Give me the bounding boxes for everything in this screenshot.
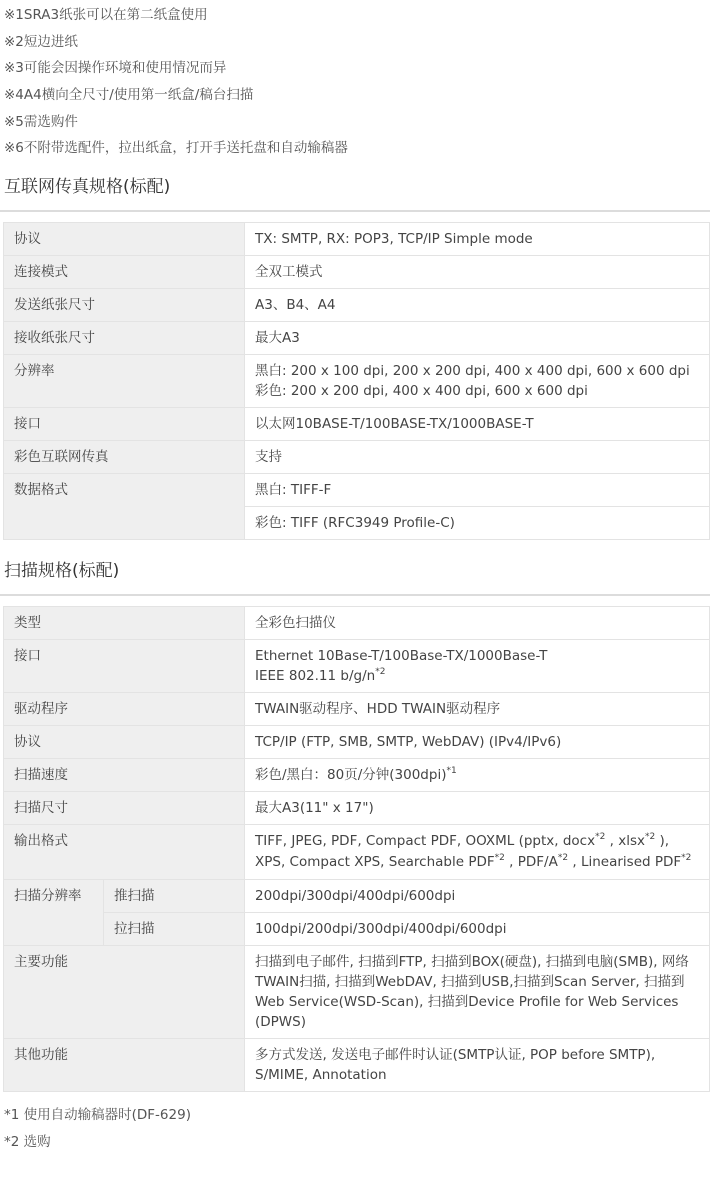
- fax-section-title: 互联网传真规格(标配): [0, 170, 710, 212]
- note-item: ※5需选购件: [4, 113, 78, 130]
- footnote-item: *2 选购: [4, 1134, 51, 1151]
- notes-list: [0, 0, 710, 162]
- table-row: [4, 322, 710, 355]
- row-label: 接收纸张尺寸: [4, 322, 245, 355]
- scan-spec-table: [3, 606, 710, 1092]
- row-value: 最大A3: [245, 322, 710, 355]
- row-value: 扫描到电子邮件, 扫描到FTP, 扫描到BOX(硬盘), 扫描到电脑(SMB), 网络TWAIN扫描, 扫描到WebDAV, 扫描到USB,扫描到Scan Server, 扫描到Web Service(WSD-Scan), 扫描到Device Profile for Web Services (DPWS): [245, 946, 710, 1039]
- footnote-mark: *2: [644, 832, 656, 843]
- fax-spec-table: [3, 222, 710, 540]
- row-value: [245, 640, 710, 693]
- row-label: 驱动程序: [4, 693, 245, 726]
- table-row: [4, 759, 710, 792]
- footnote-mark: *2: [595, 832, 606, 843]
- row-label: 扫描尺寸: [4, 792, 245, 825]
- value-line: [255, 666, 699, 686]
- row-label: 扫描分辨率: [4, 880, 104, 946]
- footnote-mark: *2: [494, 853, 505, 864]
- value-line: 黑白: 200 x 100 dpi, 200 x 200 dpi, 400 x 400 dpi, 600 x 600 dpi: [255, 363, 690, 380]
- row-label: 连接模式: [4, 256, 245, 289]
- table-row: [4, 792, 710, 825]
- row-value: A3、B4、A4: [245, 289, 710, 322]
- row-label: 协议: [4, 726, 245, 759]
- table-row: [4, 289, 710, 322]
- table-row: [4, 640, 710, 693]
- row-value: 全双工模式: [245, 256, 710, 289]
- row-value: 最大A3(11" x 17"): [245, 792, 710, 825]
- value-line: Ethernet 10Base-T/100Base-TX/1000Base-T: [255, 648, 548, 665]
- row-label: 分辨率: [4, 355, 245, 408]
- row-label: 接口: [4, 640, 245, 693]
- row-label: 扫描速度: [4, 759, 245, 792]
- table-row: [4, 726, 710, 759]
- scan-section-title: 扫描规格(标配): [0, 554, 710, 596]
- note-item: ※4A4横向全尺寸/使用第一纸盒/稿台扫描: [4, 87, 254, 104]
- row-label: 主要功能: [4, 946, 245, 1039]
- row-value: 全彩色扫描仪: [245, 607, 710, 640]
- table-row: [4, 693, 710, 726]
- row-value: TX: SMTP, RX: POP3, TCP/IP Simple mode: [245, 223, 710, 256]
- footnote-mark: *2: [375, 667, 386, 678]
- row-label: 类型: [4, 607, 245, 640]
- table-row: [4, 441, 710, 474]
- table-row: [4, 474, 710, 507]
- value-text: 彩色/黑白：80页/分钟(300dpi): [255, 767, 447, 784]
- value-text: TIFF, JPEG, PDF, Compact PDF, OOXML (pptx, docx: [255, 833, 596, 850]
- row-sublabel: 推扫描: [104, 880, 245, 913]
- table-row: [4, 946, 710, 1039]
- value-text: ), XPS, Compact XPS, Searchable PDF: [255, 833, 670, 871]
- footnotes: [0, 1102, 710, 1156]
- table-row: [4, 607, 710, 640]
- row-label: 发送纸张尺寸: [4, 289, 245, 322]
- row-value: 100dpi/200dpi/300dpi/400dpi/600dpi: [245, 913, 710, 946]
- row-value: 以太网10BASE-T/100BASE-TX/1000BASE-T: [245, 408, 710, 441]
- footnote-item: *1 使用自动输稿器时(DF-629): [4, 1107, 191, 1124]
- note-item: ※6不附带选配件，拉出纸盒，打开手送托盘和自动输稿器: [4, 140, 348, 157]
- row-value: 黑白: TIFF-F: [245, 474, 710, 507]
- value-text: , xlsx: [605, 833, 645, 850]
- value-line: 彩色: 200 x 200 dpi, 400 x 400 dpi, 600 x 600 dpi: [255, 383, 588, 400]
- footnote-mark: *1: [446, 766, 457, 777]
- row-value: TCP/IP (FTP, SMB, SMTP, WebDAV) (IPv4/IPv6): [245, 726, 710, 759]
- table-row: [4, 355, 710, 408]
- row-label: 输出格式: [4, 825, 245, 880]
- footnote-mark: *2: [557, 853, 569, 864]
- table-row: [4, 825, 710, 880]
- row-label: 数据格式: [4, 474, 245, 540]
- row-sublabel: 拉扫描: [104, 913, 245, 946]
- row-value: [245, 355, 710, 408]
- row-value: 多方式发送, 发送电子邮件时认证(SMTP认证, POP before SMTP), S/MIME, Annotation: [245, 1039, 710, 1092]
- row-value: 支持: [245, 441, 710, 474]
- table-row: [4, 256, 710, 289]
- row-value: [245, 759, 710, 792]
- table-row: [4, 408, 710, 441]
- note-item: ※1SRA3纸张可以在第二纸盒使用: [4, 7, 208, 23]
- footnote-mark: *2: [681, 853, 692, 864]
- row-value: [245, 825, 710, 880]
- note-item: ※2短边进纸: [4, 33, 78, 50]
- value-text: IEEE 802.11 b/g/n: [255, 668, 376, 685]
- row-value: 200dpi/300dpi/400dpi/600dpi: [245, 880, 710, 913]
- table-row: [4, 880, 710, 913]
- table-row: [4, 1039, 710, 1092]
- row-label: 其他功能: [4, 1039, 245, 1092]
- value-text: , PDF/A: [504, 854, 558, 871]
- row-label: 接口: [4, 408, 245, 441]
- row-value: 彩色: TIFF (RFC3949 Profile-C): [245, 507, 710, 540]
- row-label: 彩色互联网传真: [4, 441, 245, 474]
- row-label: 协议: [4, 223, 245, 256]
- note-item: ※3可能会因操作环境和使用情况而异: [4, 60, 227, 77]
- value-text: , Linearised PDF: [568, 854, 682, 871]
- table-row: [4, 913, 710, 946]
- row-value: TWAIN驱动程序、HDD TWAIN驱动程序: [245, 693, 710, 726]
- table-row: [4, 223, 710, 256]
